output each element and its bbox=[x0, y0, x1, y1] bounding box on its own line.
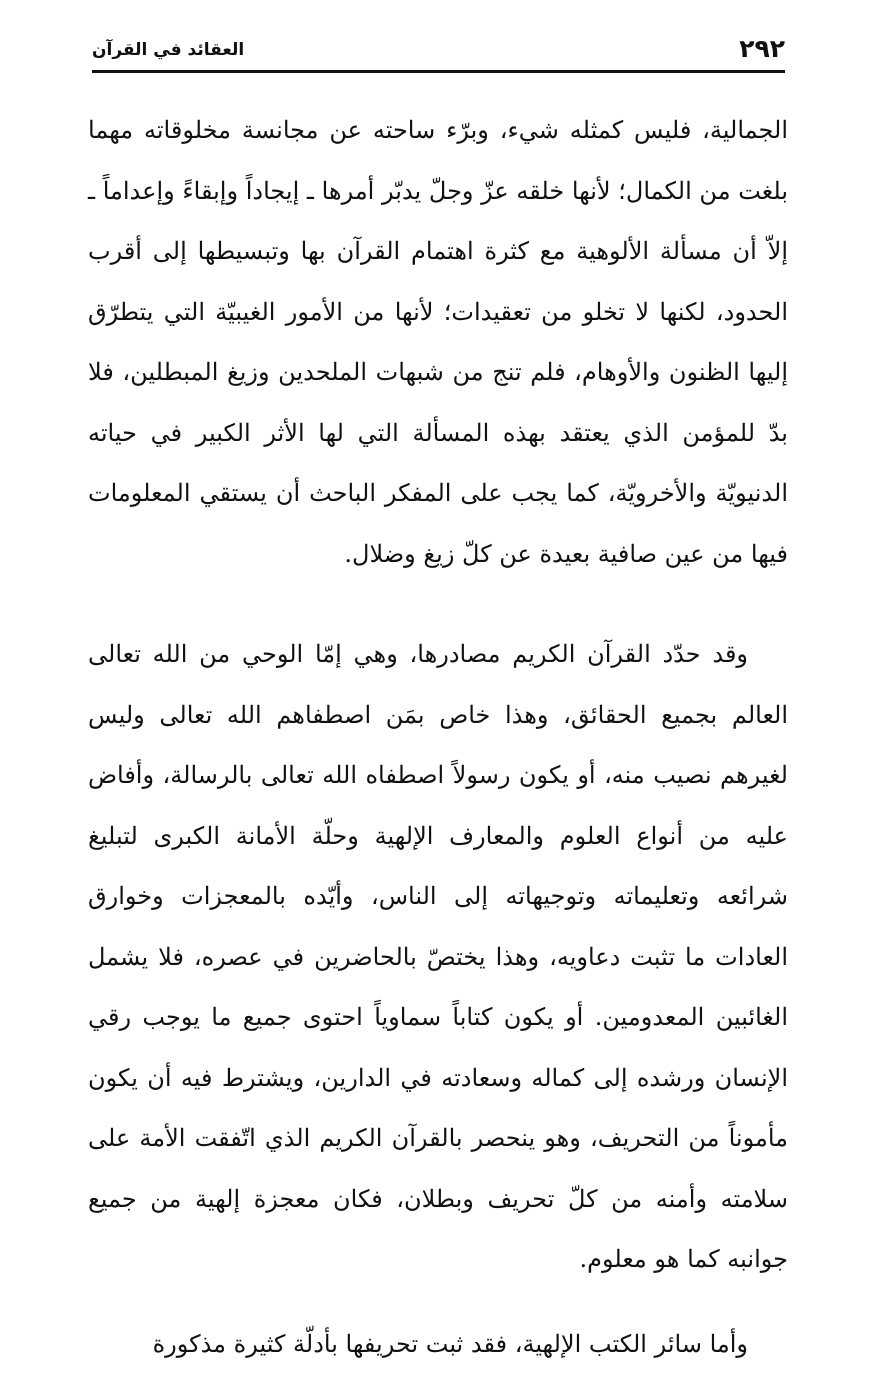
paragraph-1: الجمالية، فليس كمثله شيء، وبرّء ساحته عن مجانسة مخلوقاته مهما بلغت من الكمال؛ لأنها خلقه عزّ وجلّ يدبّر أمرها ـ إيجاداً وإبقاءً وإعداماً ـ إلاّ أن مسألة الألوهية مع كثرة اهتمام القرآن بها وتبسيطها إلى أقرب الحدود، لكنها لا تخلو من تعقيدات؛ لأنها من الأمور الغيبيّة التي يتطرّق إليها الظنون والأوهام، فلم تنج من شبهات الملحدين وزيغ المبطلين، فلا بدّ للمؤمن الذي يعتقد بهذه المسألة التي لها الأثر الكبير في حياته الدنيويّة والأخرويّة، كما يجب على المفكر الباحث أن يستقي المعلومات فيها من عين صافية بعيدة عن كلّ زيغ وضلال. bbox=[88, 100, 788, 584]
paragraph-2: وقد حدّد القرآن الكريم مصادرها، وهي إمّا الوحي من الله تعالى العالم بجميع الحقائق، وهذا خاص بمَن اصطفاهم الله تعالى وليس لغيرهم نصيب منه، أو يكون رسولاً اصطفاه الله تعالى بالرسالة، وأفاض عليه من أنواع العلوم والمعارف الإلهية وحلّة الأمانة الكبرى لتبليغ شرائعه وتعليماته وتوجيهاته إلى الناس، وأيّده بالمعجزات وخوارق العادات ما تثبت دعاويه، وهذا يختصّ بالحاضرين في عصره، فلا يشمل الغائبين المعدومين. أو يكون كتاباً سماوياً احتوى جميع ما يوجب رقي الإنسان ورشده إلى كماله وسعادته في الدارين، ويشترط فيه أن يكون مأموناً من التحريف، وهو ينحصر بالقرآن الكريم الذي اتّفقت الأمة على سلامته وأمنه من كلّ تحريف وبطلان، فكان معجزة إلهية من جميع جوانبه كما هو معلوم. bbox=[88, 624, 788, 1290]
page-number: ٢٩٢ bbox=[739, 34, 785, 68]
header-rule bbox=[92, 70, 785, 73]
running-title: العقائد في القرآن bbox=[92, 38, 244, 68]
running-header bbox=[92, 24, 785, 68]
paragraph-3: وأما سائر الكتب الإلهية، فقد ثبت تحريفها بأدلّة كثيرة مذكورة bbox=[88, 1314, 788, 1374]
body-text bbox=[88, 100, 788, 1374]
